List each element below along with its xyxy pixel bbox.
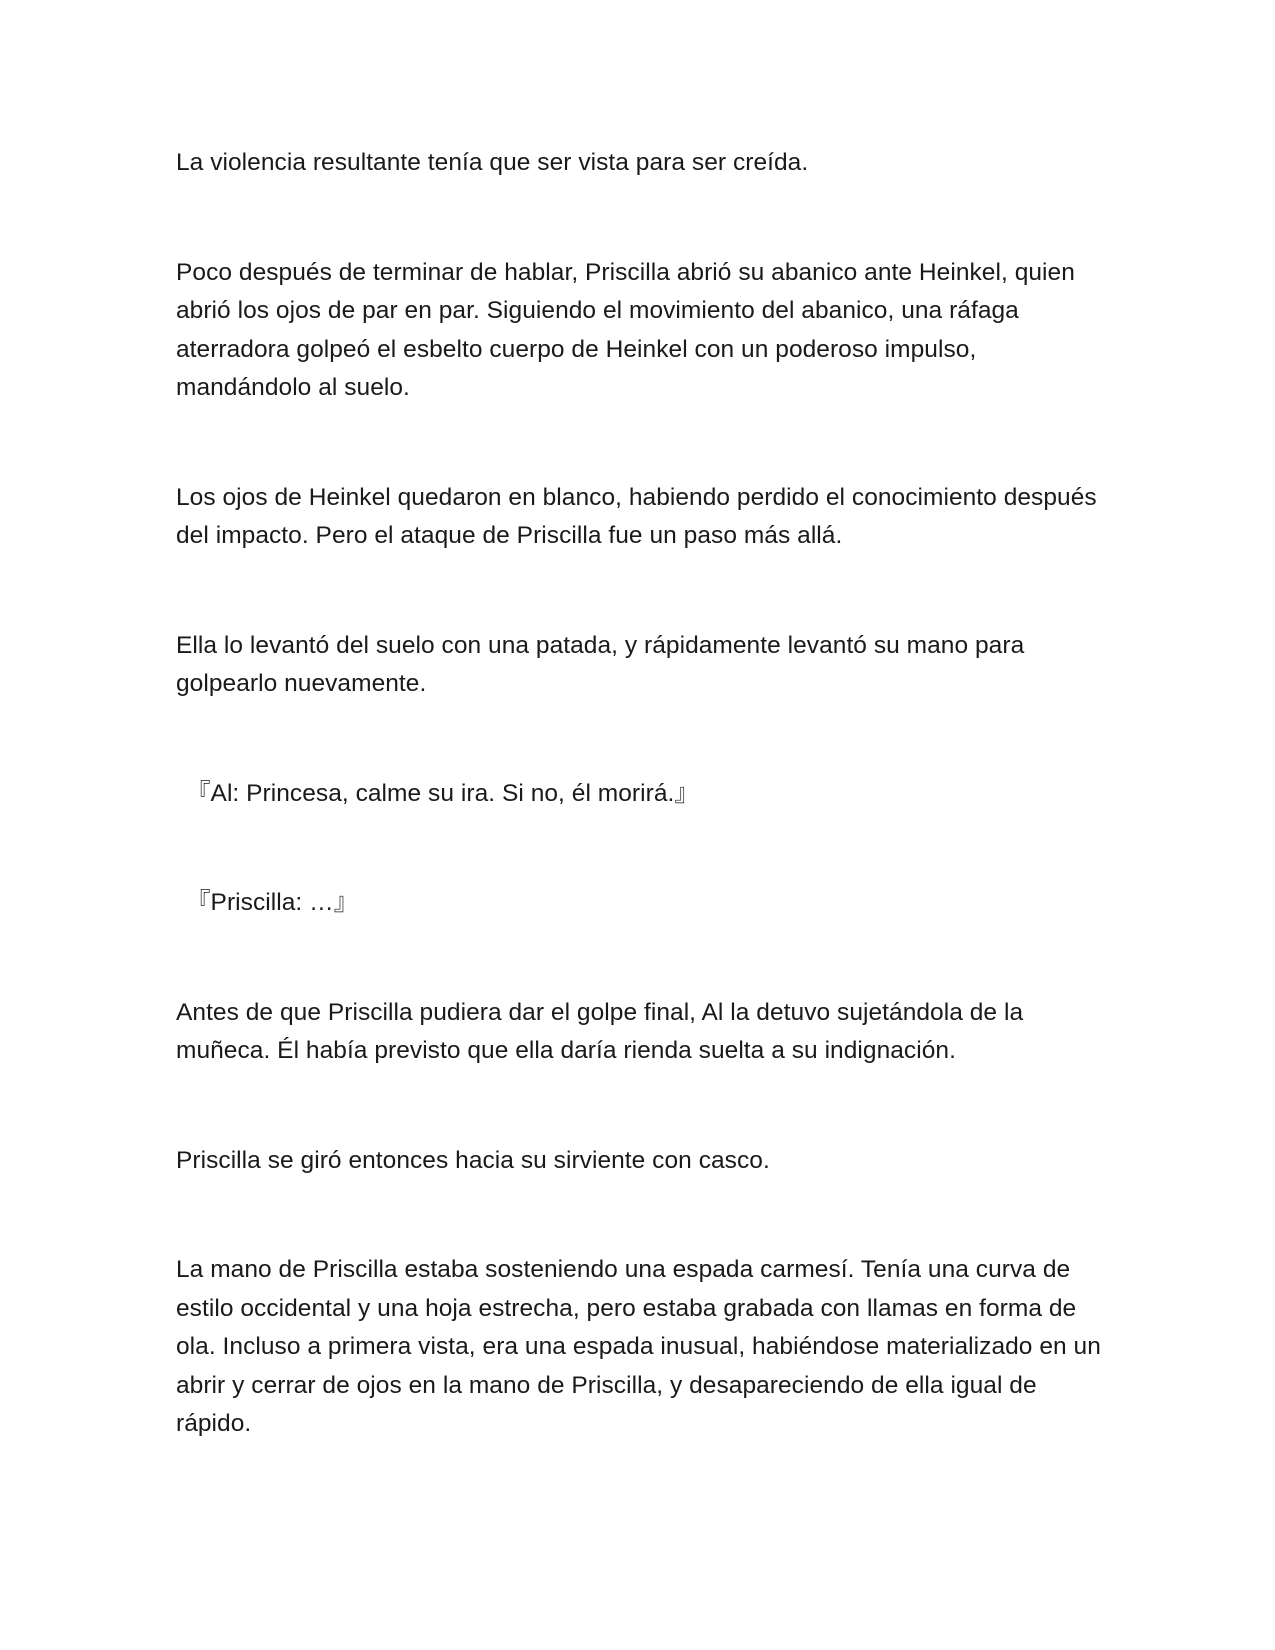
paragraph-1: La violencia resultante tenía que ser vista para ser creída. — [176, 149, 809, 176]
paragraph-6: Priscilla se giró entonces hacia su sirviente con casco. — [176, 1146, 770, 1174]
paragraph-5: Antes de que Priscilla pudiera dar el golpe final, Al la detuvo sujetándola de la muñeca. Él había previsto que ella daría rienda suelta a su indignación. — [176, 998, 1024, 1064]
dialogue-al: 『Al: Princesa, calme su ira. Si no, él morirá.』 — [186, 779, 699, 807]
paragraph-7: La mano de Priscilla estaba sosteniendo una espada carmesí. Tenía una curva de estilo occidental y una hoja estrecha, pero estaba grabada con llamas en forma de ola. Incluso a primera vista, era una espada inusual, habiéndose materializado en un abrir y cerrar de ojos en la mano de Priscilla, y desapareciendo de ella igual de rápido. — [176, 1256, 1101, 1437]
dialogue-priscilla: 『Priscilla: …』 — [186, 889, 359, 916]
paragraph-4: Ella lo levantó del suelo con una patada, y rápidamente levantó su mano para golpearlo nuevamente. — [176, 631, 1025, 697]
paragraph-2: Poco después de terminar de hablar, Priscilla abrió su abanico ante Heinkel, quien abrió los ojos de par en par. Siguiendo el movimiento del abanico, una ráfaga aterradora golpeó el esbelto cuerpo de Heinkel con un poderoso impulso, mandándolo al suelo. — [176, 258, 1075, 401]
document-body — [176, 144, 1106, 1444]
paragraph-3: Los ojos de Heinkel quedaron en blanco, habiendo perdido el conocimiento después del impacto. Pero el ataque de Priscilla fue un paso más allá. — [176, 483, 1097, 549]
